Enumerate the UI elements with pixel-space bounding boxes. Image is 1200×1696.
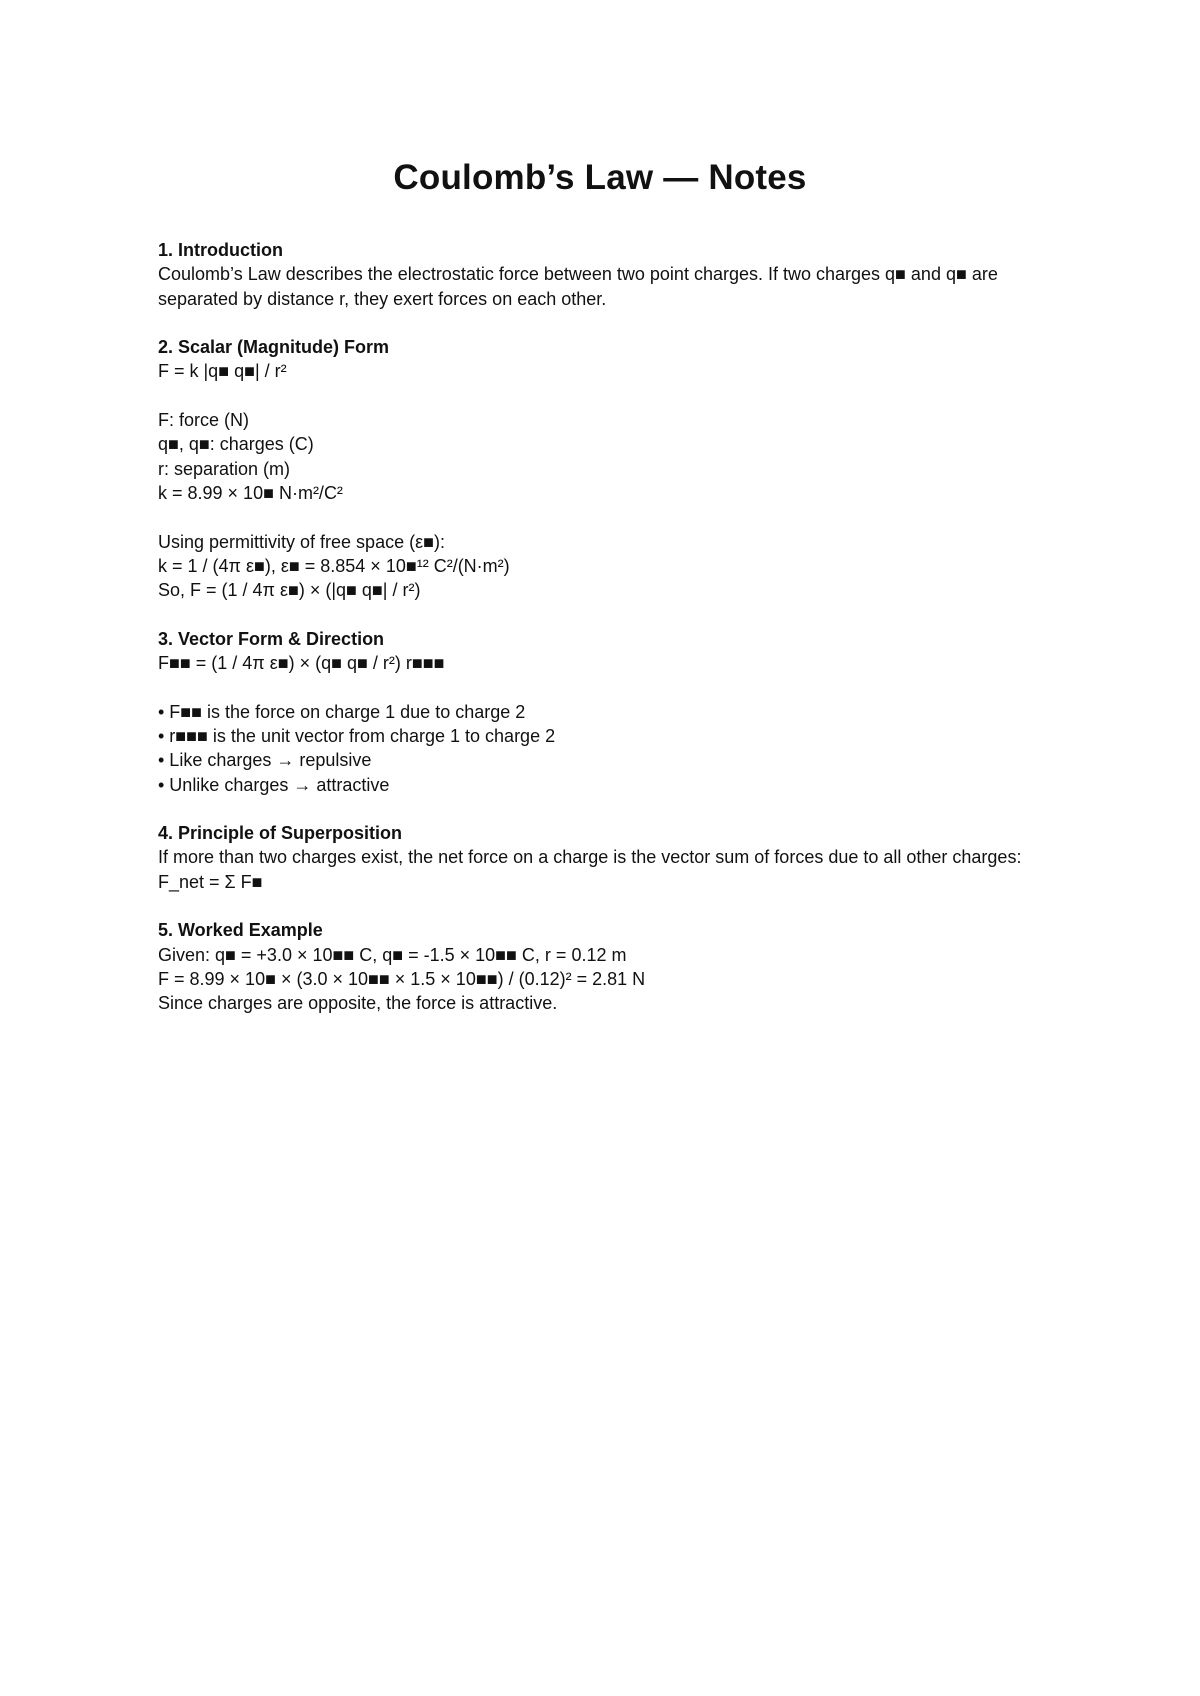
definition-line: F: force (N): [158, 410, 250, 431]
section-worked-example: [158, 918, 1058, 1015]
example-line: Since charges are opposite, the force is attractive.: [158, 993, 558, 1014]
bullet-item: • F■■ is the force on charge 1 due to charge 2: [158, 701, 526, 722]
section-paragraph: Coulomb’s Law describes the electrostatic force between two point charges. If two charges q■ and q■ are separated by distance r, they exert forces on each other.: [158, 264, 998, 309]
definition-line: q■, q■: charges (C): [158, 434, 314, 455]
formula-line: F = k |q■ q■| / r²: [158, 361, 287, 382]
example-line: Given: q■ = +3.0 × 10■■ C, q■ = -1.5 × 10■■ C, r = 0.12 m: [158, 944, 627, 965]
blank-line: [158, 384, 1058, 408]
section-heading: 2. Scalar (Magnitude) Form: [158, 337, 390, 358]
document-body: [158, 238, 1058, 1040]
section-paragraph: If more than two charges exist, the net force on a charge is the vector sum of forces due to all other charges:: [158, 847, 1022, 868]
document-title: Coulomb’s Law — Notes: [393, 158, 807, 197]
bullet-item: • Like charges → repulsive: [158, 750, 372, 771]
section-introduction: [158, 238, 1058, 311]
example-line: F = 8.99 × 10■ × (3.0 × 10■■ × 1.5 × 10■■) / (0.12)² = 2.81 N: [158, 968, 646, 989]
bullet-item: • r■■■ is the unit vector from charge 1 to charge 2: [158, 725, 556, 746]
section-heading: 1. Introduction: [158, 240, 283, 260]
definition-line: k = 8.99 × 10■ N·m²/C²: [158, 482, 343, 503]
permittivity-line: Using permittivity of free space (ε■):: [158, 531, 445, 552]
bullet-item: • Unlike charges → attractive: [158, 774, 390, 795]
definition-line: r: separation (m): [158, 458, 291, 479]
section-superposition: [158, 821, 1058, 894]
section-heading: 4. Principle of Superposition: [158, 823, 403, 844]
blank-line: [158, 505, 1058, 529]
section-heading: 5. Worked Example: [158, 920, 323, 941]
formula-line: F■■ = (1 / 4π ε■) × (q■ q■ / r²) r■■■: [158, 653, 445, 674]
section-vector-form: [158, 627, 1058, 797]
formula-line: F_net = Σ F■: [158, 871, 263, 892]
permittivity-line: k = 1 / (4π ε■), ε■ = 8.854 × 10■¹² C²/(N·m²): [158, 555, 510, 576]
permittivity-line: So, F = (1 / 4π ε■) × (|q■ q■| / r²): [158, 580, 421, 601]
section-heading: 3. Vector Form & Direction: [158, 628, 385, 649]
blank-line: [158, 675, 1058, 699]
section-scalar-form: [158, 335, 1058, 602]
